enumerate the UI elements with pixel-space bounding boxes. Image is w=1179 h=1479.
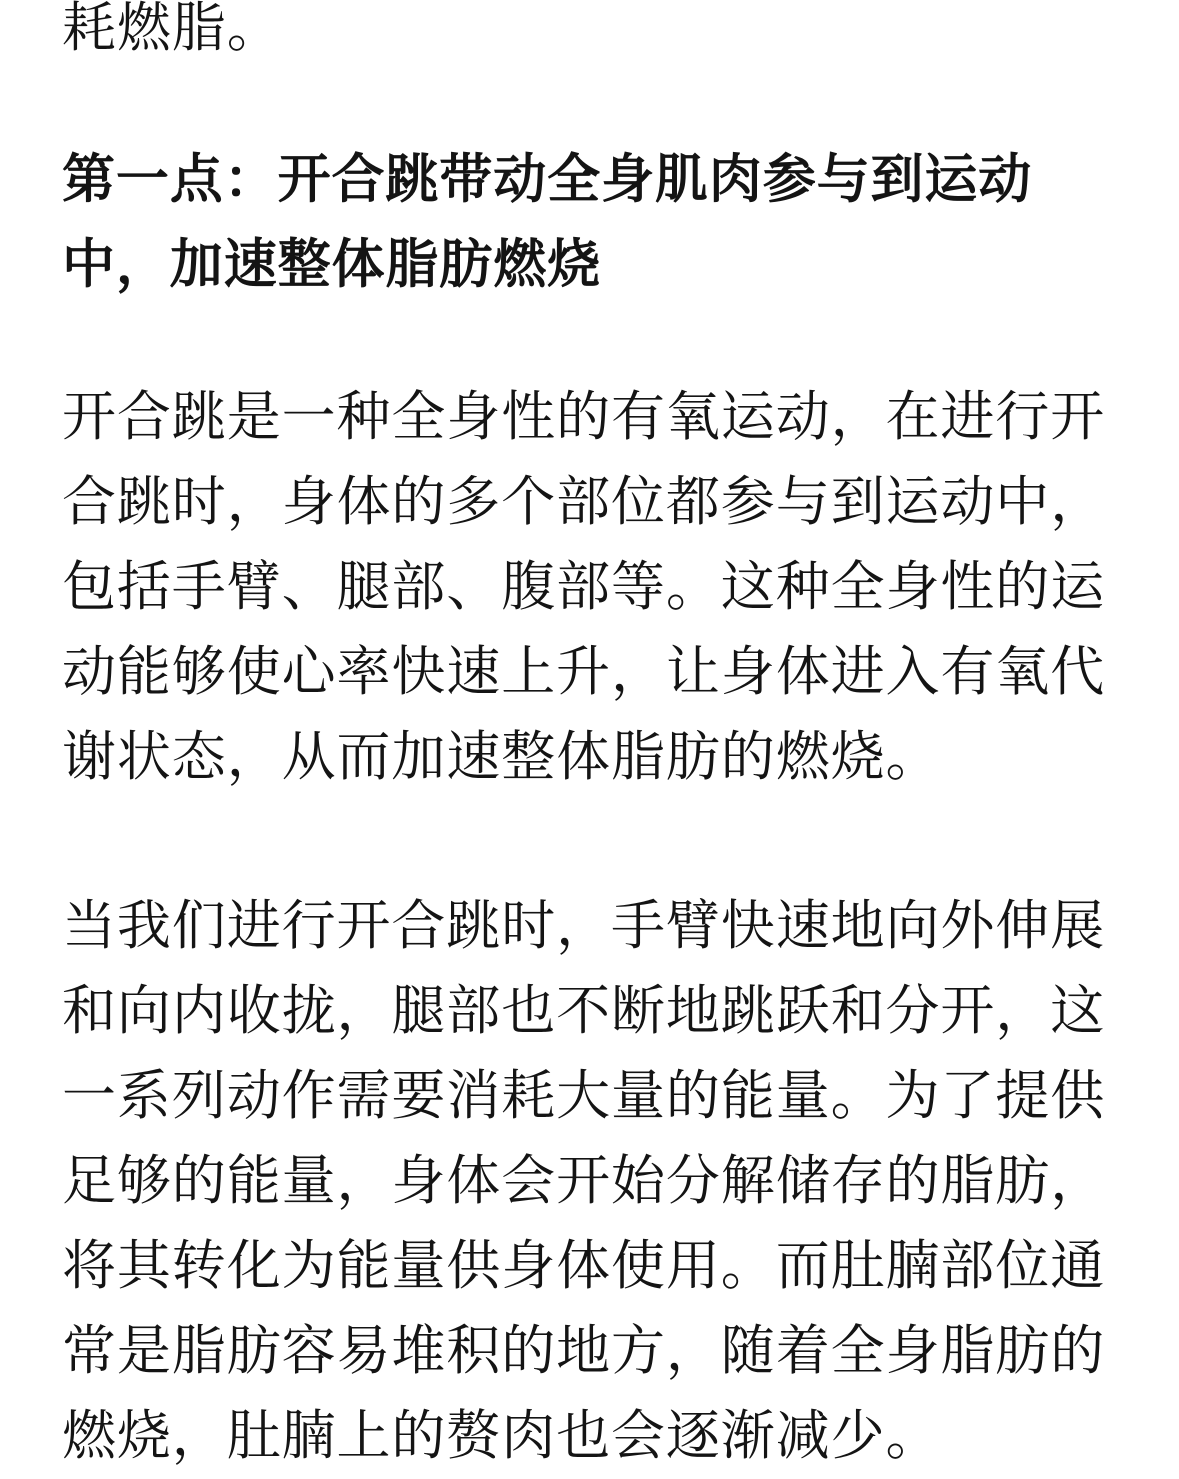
intro-paragraph-tail: 耗燃脂。: [62, 0, 282, 59]
body-paragraph-1: 开合跳是一种全身性的有氧运动，在进行开合跳时，身体的多个部位都参与到运动中，包括手臂、腿部、腹部等。这种全身性的运动能够使心率快速上升，让身体进入有氧代谢状态，从而加速整体脂肪的燃烧。: [62, 385, 1106, 788]
body-paragraph-2: 当我们进行开合跳时，手臂快速地向外伸展和向内收拢，腿部也不断地跳跃和分开，这一系列动作需要消耗大量的能量。为了提供足够的能量，身体会开始分解储存的脂肪，将其转化为能量供身体使用。而肚腩部位通常是脂肪容易堆积的地方，随着全身脂肪的燃烧，肚腩上的赘肉也会逐渐减少。: [62, 894, 1106, 1467]
section-heading: 第一点：开合跳带动全身肌肉参与到运动中，加速整体脂肪燃烧: [62, 149, 1033, 295]
